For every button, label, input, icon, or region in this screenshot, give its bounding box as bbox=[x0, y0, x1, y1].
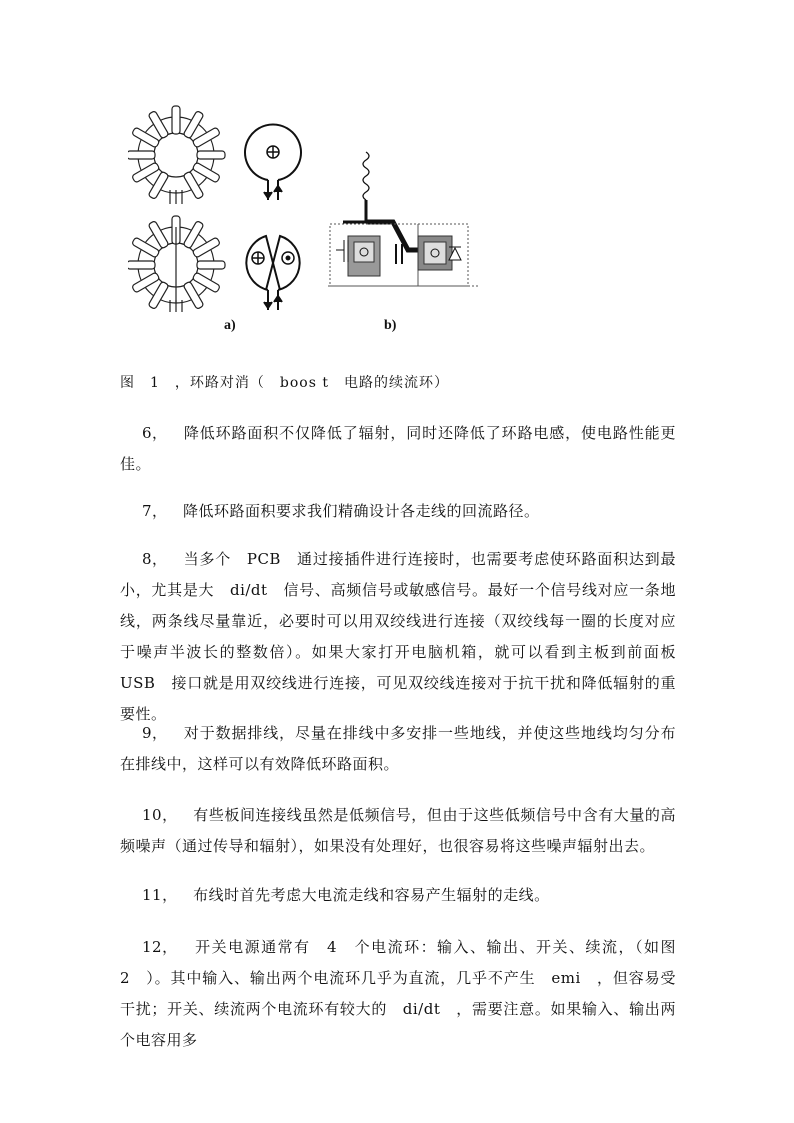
paragraph-12 bbox=[120, 932, 692, 1056]
paragraph-text: 布线时首先考虑大电流走线和容易产生辐射的走线。 bbox=[177, 886, 550, 904]
paragraph-11 bbox=[120, 880, 676, 911]
paragraph-text: 降低环路面积不仅降低了辐射，同时还降低了环路电感，使电路性能更佳。 bbox=[120, 424, 676, 473]
paragraph-text: 当多个 PCB 通过接插件进行连接时，也需要考虑使环路面积达到最小，尤其是大 di/dt 信号、高频信号或敏感信号。最好一个信号线对应一条地线，两条线尽量靠近，必要时可以用双绞线进行连接（双绞线每一圈的长度对应于噪声半波长的整数倍）。如果大家打开电脑机箱，就可以看到主板到前面板 USB 接口就是用双绞线进行连接，可见双绞线连接对于抗干扰和降低辐射的重要性。 bbox=[120, 550, 692, 723]
figure-caption: 图 1 ，环路对消（ boos t 电路的续流环） bbox=[120, 375, 449, 391]
figure-label-b: b) bbox=[384, 318, 397, 333]
paragraph-6 bbox=[120, 418, 676, 480]
toroid-coil-bottom bbox=[128, 216, 225, 312]
item-number: 7， bbox=[142, 502, 168, 520]
toroid-coil-top bbox=[128, 106, 225, 204]
item-number: 9， bbox=[142, 724, 168, 742]
item-number: 6， bbox=[142, 424, 168, 442]
paragraph-text: 对于数据排线，尽量在排线中多安排一些地线，并使这些地线均匀分布在排线中，这样可以有效降低环路面积。 bbox=[120, 724, 676, 773]
item-number: 10， bbox=[142, 806, 178, 824]
paragraph-10 bbox=[120, 800, 676, 862]
boost-circuit-layout bbox=[328, 152, 478, 286]
paragraph-8 bbox=[120, 544, 692, 730]
paragraph-text: 有些板间连接线虽然是低频信号，但由于这些低频信号中含有大量的高频噪声（通过传导和辐射），如果没有处理好，也很容易将这些噪声辐射出去。 bbox=[120, 806, 676, 855]
item-number: 12， bbox=[142, 938, 178, 956]
paragraph-9 bbox=[120, 718, 676, 780]
item-number: 8， bbox=[142, 550, 168, 568]
paragraph-7 bbox=[120, 496, 676, 527]
item-number: 11， bbox=[142, 886, 178, 904]
single-loop-diagram bbox=[245, 124, 301, 200]
cancelled-loop-diagram bbox=[246, 236, 299, 310]
figure-label-a: a) bbox=[224, 318, 236, 333]
figure-drawing bbox=[128, 100, 488, 345]
figure-1 bbox=[128, 100, 488, 345]
paragraph-text: 开关电源通常有 4 个电流环：输入、输出、开关、续流，（如图 2 ）。其中输入、输出两个电流环几乎为直流，几乎不产生 emi ，但容易受干扰；开关、续流两个电流环有较大的 di/dt ，需要注意。如果输入、输出两个电容用多 bbox=[120, 938, 692, 1049]
paragraph-text: 降低环路面积要求我们精确设计各走线的回流路径。 bbox=[167, 502, 540, 520]
